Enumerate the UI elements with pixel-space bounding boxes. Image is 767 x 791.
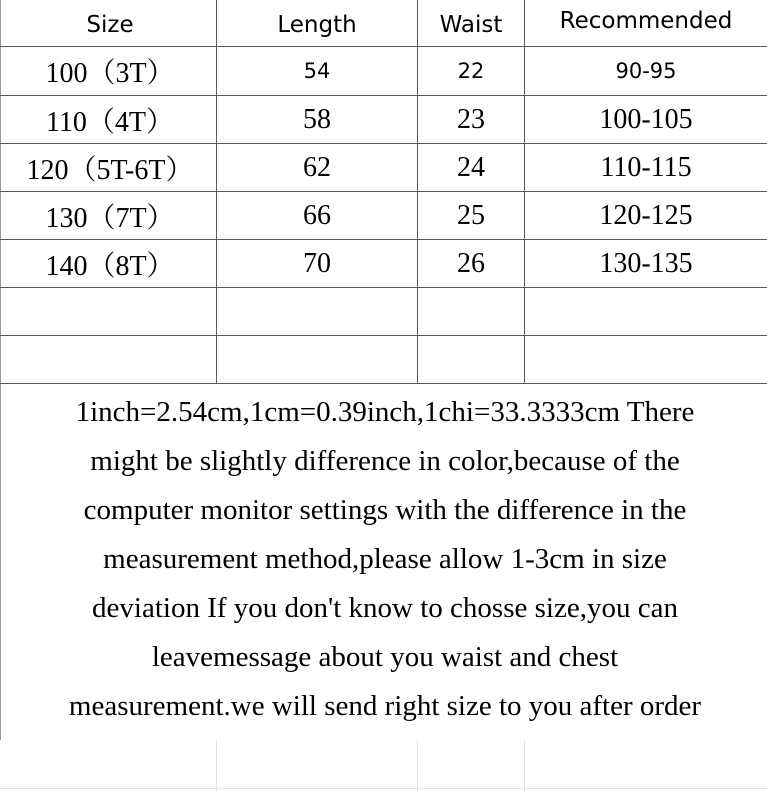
cell-size: 130（7T）: [45, 202, 175, 234]
cell-recommended: 130-135: [599, 247, 693, 279]
size-note: [4, 388, 766, 731]
cell-length: 66: [303, 199, 331, 231]
header-recommended: Recommended: [559, 8, 733, 34]
cell-size: 120（5T-6T）: [26, 154, 194, 186]
note-line: computer monitor settings with the difference in the: [83, 494, 687, 526]
cell-recommended: 90-95: [615, 59, 677, 83]
note-line: might be slightly difference in color,because of the: [90, 445, 680, 477]
cell-waist: 24: [457, 151, 485, 183]
cell-length: 54: [303, 59, 331, 83]
cell-length: 70: [303, 247, 331, 279]
cell-length: 58: [303, 103, 331, 135]
header-waist: Waist: [439, 12, 503, 38]
cell-size: 100（3T）: [45, 58, 175, 89]
cell-waist: 23: [457, 103, 485, 135]
grid-line: [524, 740, 525, 791]
cell-recommended: 100-105: [599, 103, 693, 135]
note-line: deviation If you don't know to chosse size,you can: [92, 592, 678, 624]
grid-line: [216, 740, 217, 791]
cell-waist: 25: [457, 199, 485, 231]
grid-line: [0, 788, 767, 789]
cell-length: 62: [303, 151, 331, 183]
cell-size: 140（8T）: [45, 250, 175, 282]
cell-recommended: 110-115: [600, 151, 692, 183]
header-size: Size: [86, 12, 134, 38]
cell-waist: 26: [457, 247, 485, 279]
note-line: leavemessage about you waist and chest: [151, 641, 619, 673]
note-line: 1inch=2.54cm,1cm=0.39inch,1chi=33.3333cm There: [75, 396, 695, 428]
row-divider: [0, 335, 767, 336]
grid-line: [417, 740, 418, 791]
row-divider: [0, 383, 767, 384]
header-length: Length: [277, 12, 357, 38]
note-line: measurement method,please allow 1-3cm in size: [103, 543, 667, 575]
cell-size: 110（4T）: [45, 106, 175, 138]
cell-waist: 22: [457, 59, 485, 83]
cell-recommended: 120-125: [599, 199, 693, 231]
row-divider: [0, 287, 767, 288]
note-line: measurement.we will send right size to you after order: [68, 690, 702, 722]
